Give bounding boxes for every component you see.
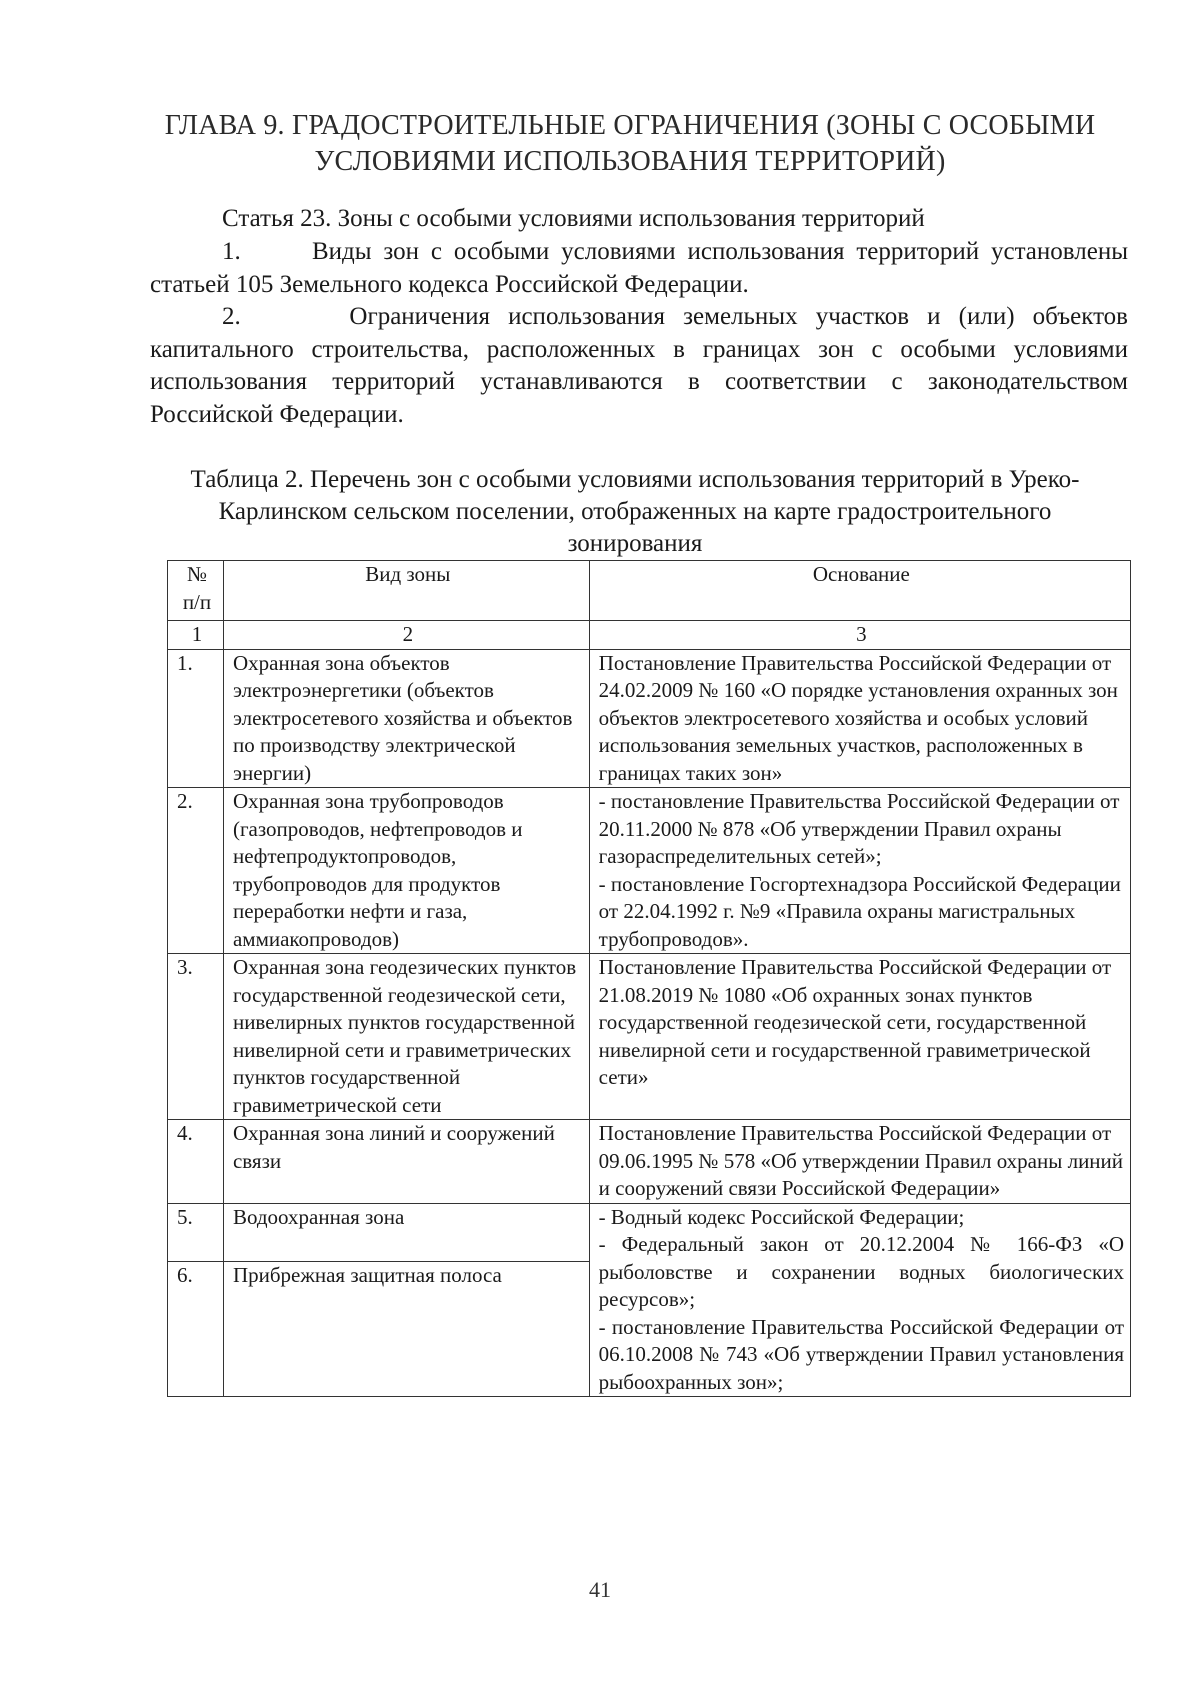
table-caption: Таблица 2. Перечень зон с особыми условиями использования территорий в Уреко-Карлинском сельском поселении, отображенных на карте градостроительного зонирования (190, 466, 1080, 557)
paragraph-1: 1. Виды зон с особыми условиями использования территорий установлены статьей 105 Земельного кодекса Российской Федерации. (150, 238, 1128, 298)
zone-type: Водоохранная зона (223, 1203, 589, 1261)
chapter-title (150, 108, 1110, 180)
basis-line: - Водный кодекс Российской Федерации; (598, 1204, 965, 1229)
basis-line: - постановление Правительства Российской Федерации от 20.11.2000 № 878 «Об утверждении Правил охраны газораспределительных сетей»; (598, 789, 1120, 868)
zone-type: Охранная зона объектов электроэнергетики (объектов электросетевого хозяйства и объектов по производству электрической энергии) (223, 649, 589, 788)
row-number: 3. (168, 954, 224, 1120)
zone-basis (589, 788, 1130, 954)
zone-basis (589, 954, 1130, 1120)
index-1: 1 (168, 621, 224, 650)
index-3: 3 (589, 621, 1130, 650)
row-number: 5. (168, 1203, 224, 1261)
basis-line: - Федеральный закон от 20.12.2004 № 166-ФЗ «О рыболовстве и сохранении водных биологических ресурсов»; (598, 1232, 1124, 1311)
article-title: Статья 23. Зоны с особыми условиями использования территорий (222, 205, 925, 232)
table-row (168, 1120, 1131, 1204)
row-number: 4. (168, 1120, 224, 1204)
header-basis: Основание (589, 561, 1130, 621)
index-2: 2 (223, 621, 589, 650)
zone-type: Охранная зона геодезических пунктов государственной геодезической сети, нивелирных пунктов государственной нивелирной сети и гравиметрических пунктов государственной гравиметрической сети (223, 954, 589, 1120)
page-number: 41 (589, 1577, 611, 1602)
header-number: № п/п (168, 561, 224, 621)
row-number: 1. (168, 649, 224, 788)
zones-table (167, 560, 1131, 1397)
zone-type: Охранная зона трубопроводов (газопроводов, нефтепроводов и нефтепродуктопроводов, трубопроводов для продуктов переработки нефти и газа, аммиакопроводов) (223, 788, 589, 954)
zone-basis (589, 649, 1130, 788)
basis-line: - постановление Правительства Российской Федерации от 06.10.2008 № 743 «Об утверждении Правил установления рыбоохранных зон»; (598, 1314, 1124, 1394)
basis-line: Постановление Правительства Российской Федерации от 21.08.2019 № 1080 «Об охранных зонах пунктов государственной геодезической сети, государственной нивелирной сети и государственной гравиметрической сети» (598, 955, 1112, 1089)
basis-line: Постановление Правительства Российской Федерации от 24.02.2009 № 160 «О порядке установления охранных зон объектов электросетевого хозяйства и особых условий использования земельных участков, расположенных в границах таких зон» (598, 650, 1118, 785)
chapter-title-line1: ГЛАВА 9. ГРАДОСТРОИТЕЛЬНЫЕ ОГРАНИЧЕНИЯ (ЗОНЫ С ОСОБЫМИ (164, 110, 1096, 141)
zone-basis-shared (589, 1203, 1130, 1397)
chapter-title-line2: УСЛОВИЯМИ ИСПОЛЬЗОВАНИЯ ТЕРРИТОРИЙ) (314, 146, 946, 177)
basis-line: - постановление Госгортехнадзора Российской Федерации от 22.04.1992 г. №9 «Правила охраны магистральных трубопроводов». (598, 871, 1121, 951)
row-number: 6. (168, 1261, 224, 1397)
table-index-row (168, 621, 1131, 650)
table-header-row (168, 561, 1131, 621)
zone-basis (589, 1120, 1130, 1204)
row-number: 2. (168, 788, 224, 954)
header-zone-type: Вид зоны (223, 561, 589, 621)
table-row (168, 1203, 1131, 1261)
zone-type: Охранная зона линий и сооружений связи (223, 1120, 589, 1204)
paragraph-2: 2. Ограничения использования земельных участков и (или) объектов капитального строительства, расположенных в границах зон с особыми условиями использования территорий устанавливаются в соответствии с законодательством Российской Федерации. (150, 303, 1128, 428)
table-row (168, 788, 1131, 954)
basis-line: Постановление Правительства Российской Федерации от 09.06.1995 № 578 «Об утверждении Правил охраны линий и сооружений связи Российской Федерации» (598, 1121, 1124, 1200)
table-row (168, 649, 1131, 788)
zone-type: Прибрежная защитная полоса (223, 1261, 589, 1397)
table-row (168, 954, 1131, 1120)
